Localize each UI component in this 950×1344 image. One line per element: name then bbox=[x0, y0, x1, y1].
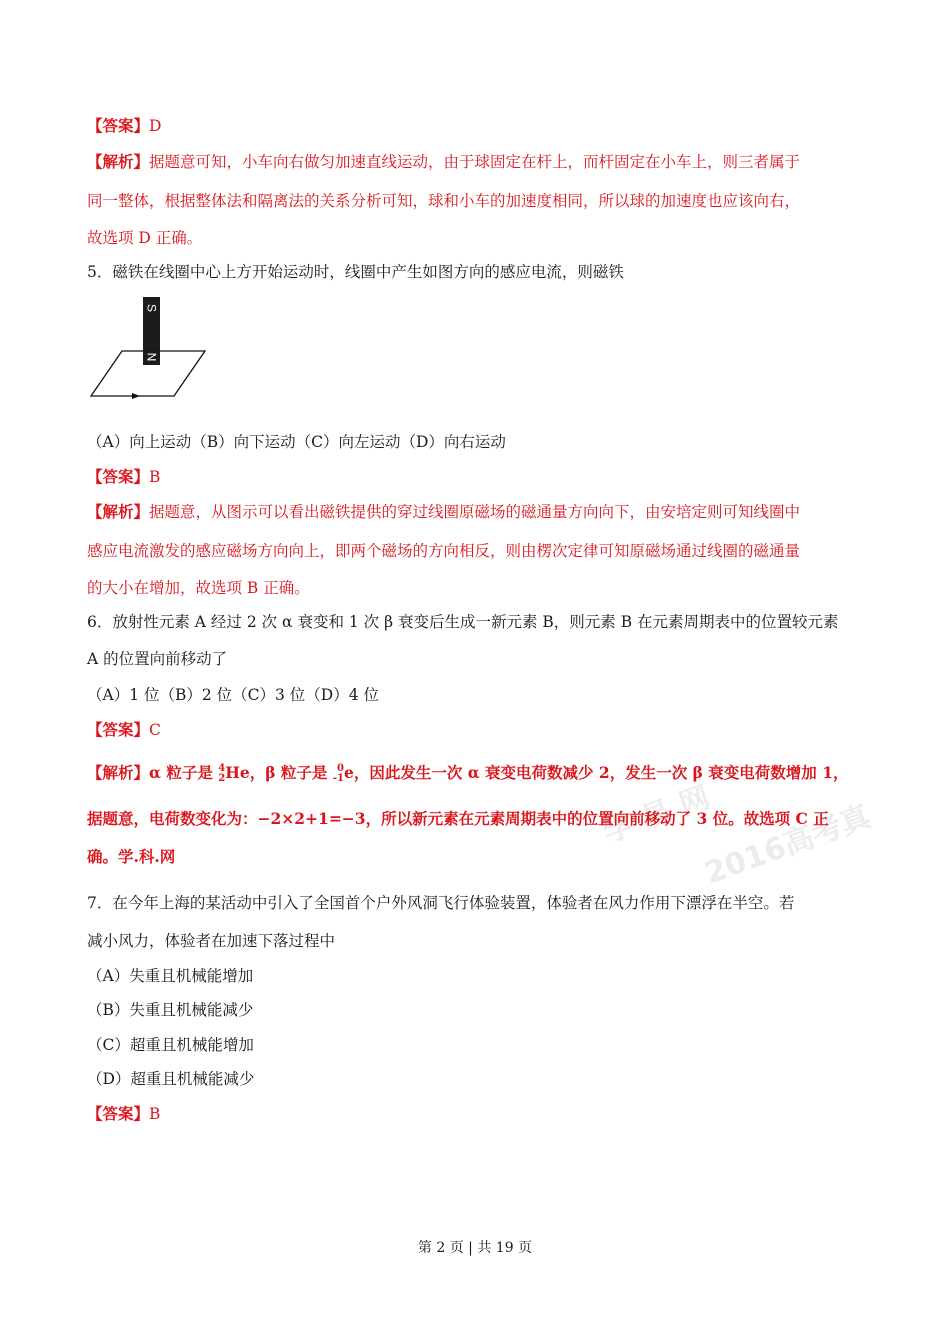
q7-stem-line2: 减小风力，体验者在加速下落过程中 bbox=[87, 932, 336, 950]
magnet-s-label: S bbox=[144, 303, 159, 313]
q5-options: （A）向上运动（B）向下运动（C）向左运动（D）向右运动 bbox=[87, 433, 506, 451]
q6-analysis-line2: 据题意，电荷数变化为：−2×2+1=−3，所以新元素在元素周期表中的位置向前移动了 3 位。故选项 C 正 bbox=[87, 809, 829, 828]
q6-answer: 【答案】C bbox=[87, 720, 161, 739]
q4-answer: 【答案】D bbox=[87, 116, 162, 135]
watermark: 学 易 网 bbox=[598, 779, 715, 851]
magnet-coil-figure bbox=[88, 294, 212, 402]
q7-option-b: （B）失重且机械能减少 bbox=[87, 1001, 254, 1019]
q4-analysis-line2: 同一整体，根据整体法和隔离法的关系分析可知，球和小车的加速度相同，所以球的加速度也应该向右， bbox=[87, 192, 801, 210]
q4-analysis-line3: 故选项 D 正确。 bbox=[87, 229, 203, 247]
electron-nuclide-numbers: 0 -1 bbox=[332, 763, 344, 784]
q7-option-a: （A）失重且机械能增加 bbox=[87, 967, 254, 985]
q5-analysis-line3: 的大小在增加，故选项 B 正确。 bbox=[87, 579, 310, 597]
q5-analysis-line1: 【解析】据题意，从图示可以看出磁铁提供的穿过线圈原磁场的磁通量方向向下，由安培定则可知线圈中 bbox=[87, 502, 801, 521]
magnet-coil-diagram bbox=[88, 294, 212, 402]
q6-analysis-line3: 确。学.科.网 bbox=[87, 847, 176, 866]
q4-analysis-line1: 【解析】据题意可知，小车向右做匀加速直线运动，由于球固定在杆上，而杆固定在小车上，则三者属于 bbox=[87, 152, 801, 171]
q5-answer: 【答案】B bbox=[87, 467, 161, 486]
watermark: 2016高考真 bbox=[700, 799, 876, 892]
q7-option-d: （D）超重且机械能减少 bbox=[87, 1070, 255, 1088]
q5-analysis-line2: 感应电流激发的感应磁场方向向上，即两个磁场的方向相反，则由楞次定律可知原磁场通过线圈的磁通量 bbox=[87, 542, 801, 560]
he-nuclide-numbers: 4 2 bbox=[218, 763, 226, 784]
q5-stem: 5．磁铁在线圈中心上方开始运动时，线圈中产生如图方向的感应电流，则磁铁 bbox=[87, 263, 624, 281]
q6-stem-line1: 6．放射性元素 A 经过 2 次 α 衰变和 1 次 β 衰变后生成一新元素 B，则元素 B 在元素周期表中的位置较元素 bbox=[87, 613, 839, 631]
q6-analysis-line1: 【解析】α 粒子是 4 2 He，β 粒子是 0 -1 e，因此发生一次 α 衰变电荷数减少 2，发生一次 β 衰变电荷数增加 1， bbox=[87, 763, 849, 784]
q7-answer: 【答案】B bbox=[87, 1104, 161, 1123]
current-direction-arrow bbox=[132, 393, 140, 399]
q7-stem-line1: 7．在今年上海的某活动中引入了全国首个户外风洞飞行体验装置，体验者在风力作用下漂浮在半空。若 bbox=[87, 894, 795, 912]
magnet-n-label: N bbox=[144, 352, 159, 362]
q6-options: （A）1 位（B）2 位（C）3 位（D）4 位 bbox=[87, 686, 380, 704]
page-footer: 第 2 页 | 共 19 页 bbox=[417, 1240, 533, 1256]
q6-stem-line2: A 的位置向前移动了 bbox=[87, 650, 228, 668]
q7-option-c: （C）超重且机械能增加 bbox=[87, 1036, 254, 1054]
